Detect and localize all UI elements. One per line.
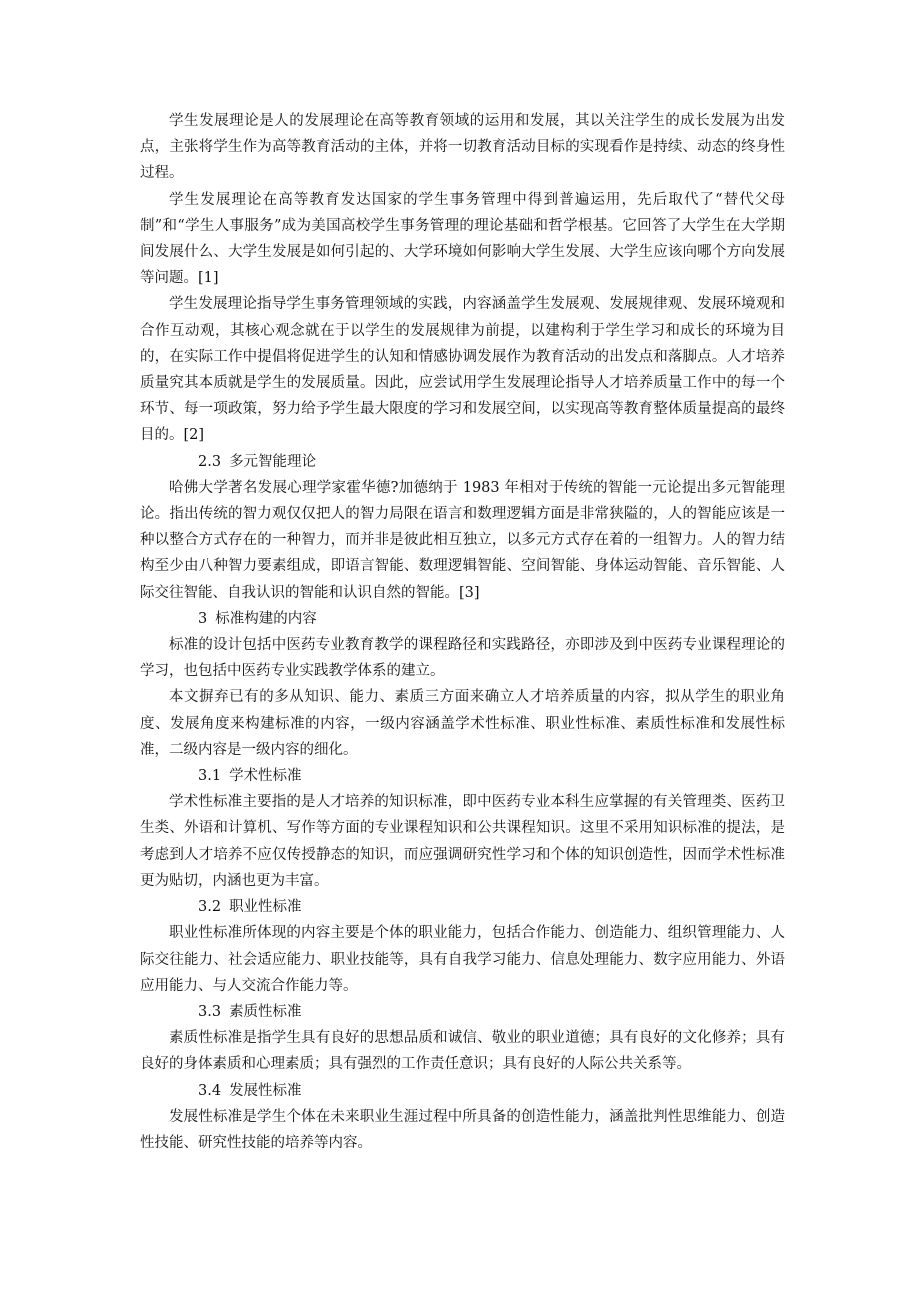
section-title: 职业性标准 [229,899,302,916]
section-title: 发展性标准 [229,1082,302,1099]
section-title: 标准构建的内容 [215,610,317,627]
section-number: 3.2 [198,899,222,916]
section-number: 3.4 [198,1082,222,1099]
section-title: 学术性标准 [229,768,302,785]
section-number: 3 [198,610,208,627]
document-body [140,108,785,1156]
section-number: 3.3 [198,1003,222,1020]
section-number: 3.1 [198,768,222,785]
paragraph-multiple-intelligences: 哈佛大学著名发展心理学家霍华德?加德纳于 1983 年相对于传统的智能一元论提出多元智能理论。指出传统的智力观仅仅把人的智力局限在语言和数理逻辑方面是非常狭隘的，人的智能应该是一种以整合方式存在的一种智力，而并非是彼此相互独立，以多元方式存在着的一组智力。人的智力结构至少由八种智力要素组成，即语言智能、数理逻辑智能、空间智能、身体运动智能、音乐智能、人际交往智能、自我认识的智能和认识自然的智能。[3] [140,479,785,601]
section-heading-3 [140,606,785,632]
paragraph-vocational-standard: 职业性标准所体现的内容主要是个体的职业能力，包括合作能力、创造能力、组织管理能力、人际交往能力、社会适应能力、职业技能等，具有自我学习能力、信息处理能力、数字应用能力、外语应用能力、与人交流合作能力等。 [140,925,785,994]
section-heading-3-4 [140,1078,785,1104]
section-number: 2.3 [198,453,222,470]
section-title: 素质性标准 [229,1003,302,1020]
section-heading-3-1 [140,763,785,789]
section-heading-3-2 [140,894,785,920]
paragraph-student-development-intro: 学生发展理论是人的发展理论在高等教育领域的运用和发展，其以关注学生的成长发展为出发点，主张将学生作为高等教育活动的主体，并将一切教育活动目标的实现看作是持续、动态的终身性过程。 [140,113,785,182]
section-heading-3-3 [140,999,785,1025]
paragraph-academic-standard: 学术性标准主要指的是人才培养的知识标准，即中医药专业本科生应掌握的有关管理类、医药卫生类、外语和计算机、写作等方面的专业课程知识和公共课程知识。这里不采用知识标准的提法，是考虑到人才培养不应仅传授静态的知识，而应强调研究性学习和个体的知识创造性，因而学术性标准更为贴切，内涵也更为丰富。 [140,794,785,889]
section-title: 多元智能理论 [229,453,317,470]
section-heading-2-3 [140,449,785,475]
paragraph-standard-design: 标准的设计包括中医药专业教育教学的课程路径和实践路径，亦即涉及到中医药专业课程理论的学习，也包括中医药专业实践教学体系的建立。 [140,637,785,680]
paragraph-development-standard: 发展性标准是学生个体在未来职业生涯过程中所具备的创造性能力，涵盖批判性思维能力、创造性技能、研究性技能的培养等内容。 [140,1108,785,1151]
paragraph-standard-content: 本文摒弃已有的多从知识、能力、素质三方面来确立人才培养质量的内容，拟从学生的职业角度、发展角度来构建标准的内容，一级内容涵盖学术性标准、职业性标准、素质性标准和发展性标准，二级内容是一级内容的细化。 [140,689,785,758]
paragraph-quality-standard: 素质性标准是指学生具有良好的思想品质和诚信、敬业的职业道德；具有良好的文化修养；具有良好的身体素质和心理素质；具有强烈的工作责任意识；具有良好的人际公共关系等。 [140,1030,785,1073]
paragraph-student-affairs: 学生发展理论在高等教育发达国家的学生事务管理中得到普遍运用，先后取代了“替代父母制”和“学生人事服务”成为美国高校学生事务管理的理论基础和哲学根基。它回答了大学生在大学期间发展什么、大学生发展是如何引起的、大学环境如何影响大学生发展、大学生应该向哪个方向发展等问题。[1] [140,191,785,287]
paragraph-theory-practice: 学生发展理论指导学生事务管理领域的实践，内容涵盖学生发展观、发展规律观、发展环境观和合作互动观，其核心观念就在于以学生的发展规律为前提，以建构利于学生学习和成长的环境为目的，在实际工作中提倡将促进学生的认知和情感协调发展作为教育活动的出发点和落脚点。人才培养质量究其本质就是学生的发展质量。因此，应尝试用学生发展理论指导人才培养质量工作中的每一个环节、每一项政策，努力给予学生最大限度的学习和发展空间，以实现高等教育整体质量提高的最终目的。[2] [140,296,785,444]
